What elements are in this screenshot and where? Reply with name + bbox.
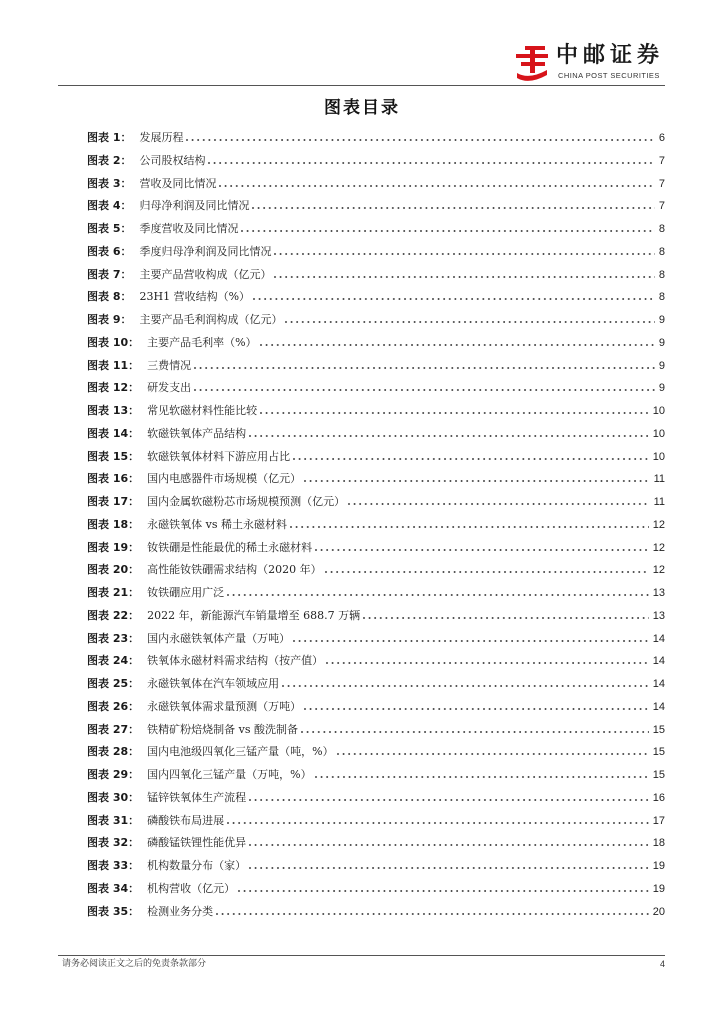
page-number: 15 bbox=[652, 769, 665, 781]
dot-leader bbox=[252, 207, 654, 209]
footer-page-number: 4 bbox=[659, 959, 665, 969]
toc-entry[interactable] bbox=[87, 855, 665, 878]
page-number: 6 bbox=[658, 132, 665, 144]
toc-entry[interactable] bbox=[87, 810, 665, 833]
toc-entry[interactable] bbox=[87, 241, 665, 264]
page-number: 15 bbox=[652, 723, 665, 736]
figure-title: 永磁铁氧体 vs 稀土永磁材料 bbox=[147, 517, 287, 531]
page-number: 12 bbox=[652, 564, 665, 577]
toc-entry[interactable] bbox=[87, 491, 665, 514]
dot-leader bbox=[194, 367, 655, 369]
dot-leader bbox=[315, 549, 649, 551]
toc-entry[interactable] bbox=[87, 719, 665, 742]
dot-leader bbox=[216, 913, 649, 915]
figure-title: 钕铁硼是性能最优的稀土永磁材料 bbox=[147, 540, 313, 554]
figure-title: 锰锌铁氧体生产流程 bbox=[147, 790, 247, 804]
page-number: 17 bbox=[652, 814, 665, 827]
figure-title: 国内电感器件市场规模（亿元） bbox=[147, 472, 302, 486]
toc-entry[interactable] bbox=[87, 878, 665, 901]
figure-label: 图表 23： bbox=[87, 631, 140, 645]
page-number: 14 bbox=[652, 700, 665, 713]
figure-title: 钕铁硼应用广泛 bbox=[147, 586, 225, 599]
toc-entry[interactable] bbox=[87, 605, 665, 628]
toc-entry[interactable] bbox=[87, 127, 665, 150]
page-number: 15 bbox=[652, 746, 665, 759]
figure-label: 图表 27： bbox=[87, 722, 140, 736]
dot-leader bbox=[253, 298, 655, 300]
figure-title: 软磁铁氧体产品结构 bbox=[147, 426, 247, 440]
dot-leader bbox=[304, 708, 649, 710]
page-number: 8 bbox=[658, 291, 665, 304]
figure-label: 图表 21： bbox=[87, 586, 140, 599]
page-number: 20 bbox=[652, 905, 665, 918]
toc-entry[interactable] bbox=[87, 423, 665, 446]
page-number: 14 bbox=[652, 678, 665, 690]
figure-title: 公司股权结构 bbox=[139, 153, 206, 167]
toc-entry[interactable] bbox=[87, 787, 665, 810]
toc-entry[interactable] bbox=[87, 650, 665, 673]
figure-label: 图表 11： bbox=[87, 358, 140, 372]
page-number: 9 bbox=[658, 359, 665, 372]
dot-leader bbox=[274, 253, 654, 255]
dot-leader bbox=[260, 412, 649, 414]
figure-title: 主要产品毛利率（%） bbox=[147, 335, 257, 349]
page-number: 9 bbox=[658, 382, 665, 395]
toc-entry[interactable] bbox=[87, 741, 665, 764]
page-number: 7 bbox=[658, 177, 665, 190]
page-number: 19 bbox=[652, 882, 665, 895]
toc-entry[interactable] bbox=[87, 286, 665, 309]
dot-leader bbox=[249, 799, 649, 801]
toc-entry[interactable] bbox=[87, 537, 665, 560]
dot-leader bbox=[293, 640, 649, 642]
dot-leader bbox=[315, 776, 649, 778]
figure-label: 图表 33： bbox=[87, 859, 140, 872]
company-logo bbox=[514, 44, 666, 82]
dot-leader bbox=[241, 230, 654, 232]
figure-label: 图表 10： bbox=[87, 335, 140, 349]
figure-label: 图表 6： bbox=[87, 244, 132, 258]
dot-leader bbox=[227, 822, 649, 824]
figure-label: 图表 15： bbox=[87, 449, 140, 463]
brand-name-english: CHINA POST SECURITIES bbox=[558, 71, 660, 80]
toc-entry[interactable] bbox=[87, 309, 665, 332]
figure-label: 图表 26： bbox=[87, 699, 140, 713]
page-number: 9 bbox=[658, 336, 665, 349]
figure-title: 23H1 营收结构（%） bbox=[139, 290, 251, 304]
dot-leader bbox=[186, 139, 654, 141]
footer-divider bbox=[58, 955, 665, 956]
figure-title: 营收及同比情况 bbox=[139, 176, 217, 190]
toc-entry[interactable] bbox=[87, 764, 665, 787]
figure-label: 图表 13： bbox=[87, 404, 140, 417]
page-number: 11 bbox=[653, 473, 665, 486]
figure-title: 磷酸锰铁锂性能优异 bbox=[147, 836, 247, 850]
dot-leader bbox=[325, 571, 649, 573]
header-divider bbox=[58, 85, 665, 86]
figure-label: 图表 24： bbox=[87, 654, 140, 668]
toc-entry[interactable] bbox=[87, 901, 665, 924]
figure-title: 归母净利润及同比情况 bbox=[139, 199, 250, 213]
dot-leader bbox=[249, 844, 649, 846]
page-number: 8 bbox=[658, 268, 665, 281]
figure-title: 检测业务分类 bbox=[147, 904, 214, 918]
figure-title: 国内金属软磁粉芯市场规模预测（亿元） bbox=[147, 495, 346, 508]
figure-label: 图表 19： bbox=[87, 540, 140, 554]
page-number: 8 bbox=[658, 223, 665, 235]
dot-leader bbox=[249, 867, 649, 869]
figure-label: 图表 17： bbox=[87, 495, 140, 508]
page-number: 14 bbox=[652, 632, 665, 645]
figure-title: 软磁铁氧体材料下游应用占比 bbox=[147, 449, 291, 463]
page-number: 19 bbox=[652, 860, 665, 872]
page-number: 10 bbox=[652, 427, 665, 440]
figure-label: 图表 30： bbox=[87, 790, 140, 804]
page-number: 10 bbox=[652, 450, 665, 463]
page-number: 7 bbox=[658, 154, 665, 167]
page-number: 18 bbox=[652, 837, 665, 850]
figure-title: 主要产品营收构成（亿元） bbox=[139, 267, 272, 281]
toc-entry[interactable] bbox=[87, 696, 665, 719]
toc-entry[interactable] bbox=[87, 377, 665, 400]
dot-leader bbox=[208, 162, 654, 164]
figure-title: 国内永磁铁氧体产量（万吨） bbox=[147, 631, 291, 645]
figure-title: 2022 年，新能源汽车销量增至 688.7 万辆 bbox=[147, 608, 361, 622]
page-number: 11 bbox=[653, 496, 665, 508]
figure-title: 发展历程 bbox=[139, 131, 184, 144]
page-number: 7 bbox=[658, 200, 665, 213]
figure-title: 永磁铁氧体需求量预测（万吨） bbox=[147, 699, 302, 713]
figure-label: 图表 9： bbox=[87, 313, 132, 326]
toc-entry[interactable] bbox=[87, 264, 665, 287]
toc-entry[interactable] bbox=[87, 673, 665, 696]
dot-leader bbox=[282, 685, 649, 687]
dot-leader bbox=[293, 458, 649, 460]
toc-entry[interactable] bbox=[87, 468, 665, 491]
figure-title: 铁精矿粉焙烧制备 vs 酸洗制备 bbox=[147, 722, 298, 736]
dot-leader bbox=[285, 321, 654, 323]
figure-label: 图表 28： bbox=[87, 745, 140, 759]
dot-leader bbox=[363, 617, 649, 619]
figure-label: 图表 3： bbox=[87, 176, 132, 190]
dot-leader bbox=[194, 389, 655, 391]
page-number: 12 bbox=[652, 541, 665, 554]
toc-entry[interactable] bbox=[87, 514, 665, 537]
toc-entry[interactable] bbox=[87, 832, 665, 855]
page-number: 13 bbox=[652, 609, 665, 622]
toc-entry[interactable] bbox=[87, 173, 665, 196]
figure-label: 图表 18： bbox=[87, 517, 140, 531]
figure-title: 三费情况 bbox=[147, 358, 192, 372]
figure-title: 国内电池级四氧化三锰产量（吨，%） bbox=[147, 745, 334, 759]
figure-title: 主要产品毛利润构成（亿元） bbox=[139, 313, 283, 326]
figure-label: 图表 25： bbox=[87, 677, 140, 690]
figure-title: 国内四氧化三锰产量（万吨，%） bbox=[147, 768, 312, 781]
figure-title: 季度营收及同比情况 bbox=[139, 222, 239, 235]
figure-label: 图表 29： bbox=[87, 768, 140, 781]
page-number: 16 bbox=[652, 791, 665, 804]
figure-title: 季度归母净利润及同比情况 bbox=[139, 244, 272, 258]
figure-label: 图表 1： bbox=[87, 131, 132, 144]
dot-leader bbox=[304, 480, 649, 482]
dot-leader bbox=[348, 503, 649, 505]
figure-label: 图表 16： bbox=[87, 472, 140, 486]
figure-label: 图表 34： bbox=[87, 881, 140, 895]
toc-entry[interactable] bbox=[87, 332, 665, 355]
page-number: 12 bbox=[652, 518, 665, 531]
figure-label: 图表 35： bbox=[87, 904, 140, 918]
brand-name-chinese: 中邮证券 bbox=[556, 43, 665, 68]
figure-title: 研发支出 bbox=[147, 381, 192, 395]
figure-label: 图表 4： bbox=[87, 199, 132, 213]
figure-label: 图表 32： bbox=[87, 836, 140, 850]
page-number: 10 bbox=[652, 405, 665, 417]
figure-title: 铁氧体永磁材料需求结构（按产值） bbox=[147, 654, 324, 668]
toc-entry[interactable] bbox=[87, 582, 665, 605]
dot-leader bbox=[227, 594, 649, 596]
dot-leader bbox=[219, 185, 654, 187]
figure-label: 图表 12： bbox=[87, 381, 140, 395]
list-of-figures bbox=[87, 127, 665, 923]
page-number: 14 bbox=[652, 655, 665, 668]
dot-leader bbox=[337, 753, 649, 755]
figure-title: 机构数量分布（家） bbox=[147, 859, 247, 872]
dot-leader bbox=[301, 731, 649, 733]
figure-label: 图表 22： bbox=[87, 608, 140, 622]
figure-label: 图表 31： bbox=[87, 813, 140, 827]
dot-leader bbox=[249, 435, 649, 437]
figure-title: 永磁铁氧体在汽车领域应用 bbox=[147, 677, 280, 690]
dot-leader bbox=[238, 890, 649, 892]
figure-label: 图表 14： bbox=[87, 426, 140, 440]
figure-title: 常见软磁材料性能比较 bbox=[147, 404, 258, 417]
figure-label: 图表 8： bbox=[87, 290, 132, 304]
figure-label: 图表 2： bbox=[87, 153, 132, 167]
figure-label: 图表 20： bbox=[87, 563, 140, 577]
dot-leader bbox=[274, 276, 654, 278]
toc-entry[interactable] bbox=[87, 559, 665, 582]
toc-entry[interactable] bbox=[87, 355, 665, 378]
figure-title: 机构营收（亿元） bbox=[147, 881, 236, 895]
page-number: 9 bbox=[658, 314, 665, 326]
toc-entry[interactable] bbox=[87, 218, 665, 241]
figure-title: 磷酸铁布局进展 bbox=[147, 813, 225, 827]
figure-label: 图表 7： bbox=[87, 267, 132, 281]
toc-entry[interactable] bbox=[87, 400, 665, 423]
dot-leader bbox=[326, 662, 649, 664]
toc-entry[interactable] bbox=[87, 446, 665, 469]
toc-entry[interactable] bbox=[87, 195, 665, 218]
figure-title: 高性能钕铁硼需求结构（2020 年） bbox=[147, 563, 322, 577]
page-title: 图表目录 bbox=[324, 98, 400, 118]
china-post-logo-icon bbox=[514, 45, 550, 81]
page-number: 8 bbox=[658, 245, 665, 258]
dot-leader bbox=[260, 344, 655, 346]
footer-disclaimer: 请务必阅读正文之后的免责条款部分 bbox=[62, 959, 207, 969]
toc-entry[interactable] bbox=[87, 150, 665, 173]
dot-leader bbox=[290, 526, 649, 528]
figure-label: 图表 5： bbox=[87, 222, 132, 235]
page-number: 13 bbox=[652, 587, 665, 599]
toc-entry[interactable] bbox=[87, 628, 665, 651]
